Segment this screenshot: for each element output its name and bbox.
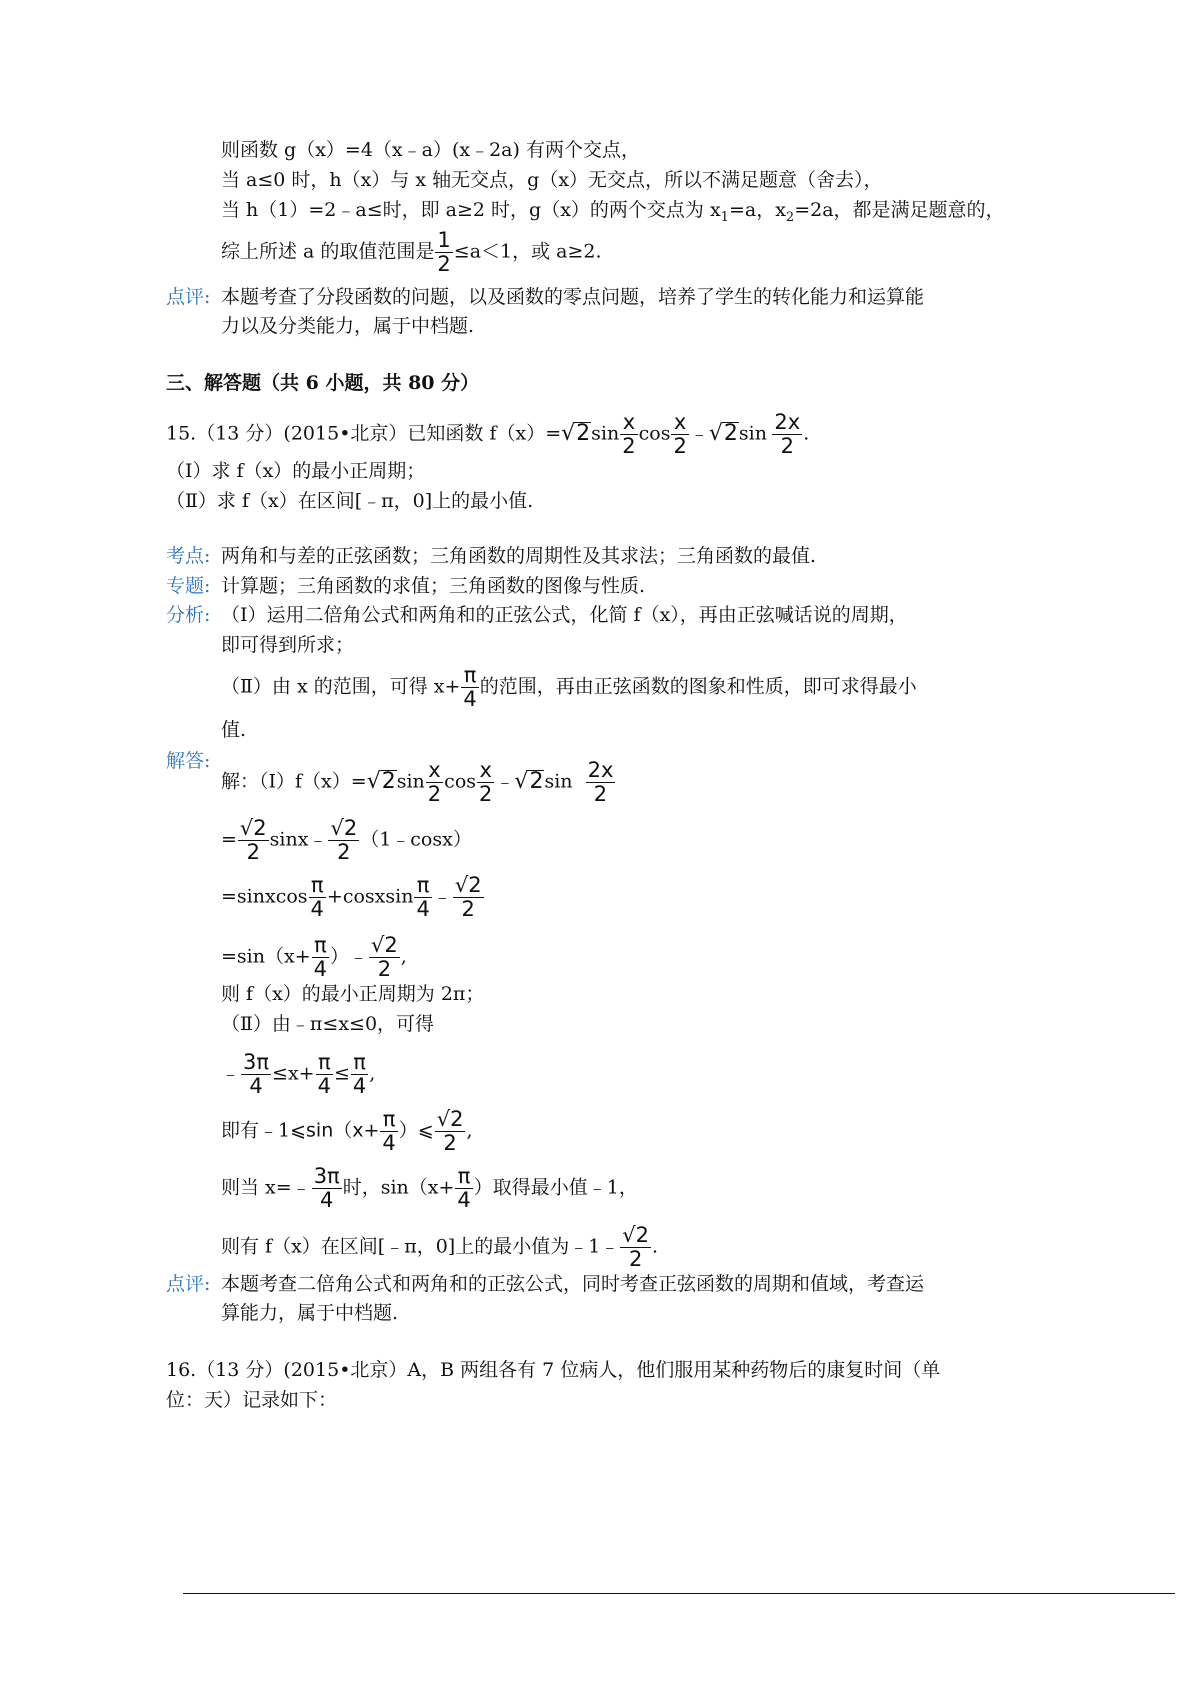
fenxi-text: 值. [221, 719, 247, 741]
question-16-line: 16.（13 分）(2015•北京）A，B 两组各有 7 位病人，他们服用某种药物后的康复时间（单 [166, 1359, 941, 1381]
solution-step: =sinxcos $\frac{\pi}{4}$ +cosxsin $\frac{\pi}{4}$ ﹣ $\frac{√2}{2}$ [221, 873, 482, 921]
question-15-head: 15.（13 分）(2015•北京）已知函数 f（x）=√2sin $\frac{x}{2}$ cos $\frac{x}{2}$ ﹣√2sin $\frac{2x}{2}$ . [166, 410, 810, 458]
solution-step: 则当 x=﹣ $\frac{3\pi}{4}$ 时，sin（x+ $\frac{\pi}{4}$ ）取得最小值﹣1， [221, 1164, 638, 1212]
question-part: （Ⅱ）求 f（x）在区间[﹣π，0]上的最小值. [166, 490, 534, 512]
footer-rule [183, 1593, 1175, 1594]
question-16-line: 位：天）记录如下： [166, 1389, 338, 1411]
comment-text: 力以及分类能力，属于中档题. [221, 315, 475, 337]
kaodian-label: 考点: [166, 545, 211, 567]
solution-step: = $\frac{√2}{2}$ sinx﹣ $\frac{√2}{2}$ （1﹣cosx） [221, 816, 472, 864]
question-part: （Ⅰ）求 f（x）的最小正周期； [166, 460, 426, 482]
solution-line: 当 h（1）=2﹣a≤时，即 a≥2 时，g（x）的两个交点为 $x_1=a$，$x_2=2a$，都是满足题意的， [221, 199, 1005, 225]
jieda-label: 解答: [166, 750, 211, 772]
comment-label: 点评: [166, 286, 211, 308]
solution-step: 则 f（x）的最小正周期为 2π； [221, 983, 485, 1005]
comment-text: 算能力，属于中档题. [221, 1302, 399, 1324]
comment-label: 点评: [166, 1273, 211, 1295]
solution-step: 则有 f（x）在区间[﹣π，0]上的最小值为﹣1﹣ $\frac{√2}{2}$ . [221, 1223, 659, 1271]
fenxi-text: （Ⅱ）由 x 的范围，可得 x+ $\frac{\pi}{4}$ 的范围，再由正弦函数的图象和性质，即可求得最小 [221, 663, 917, 711]
fraction: $\frac{1}{2}$ [437, 228, 451, 276]
zhuanti-text: 计算题；三角函数的求值；三角函数的图像与性质. [221, 575, 646, 597]
section-title: 三、解答题（共 6 小题，共 80 分） [166, 372, 480, 394]
solution-step: =sin（x+ $\frac{\pi}{4}$ ）﹣ $\frac{√2}{2}$ , [221, 933, 407, 981]
solution-line: 当 a≤0 时，h（x）与 x 轴无交点，g（x）无交点，所以不满足题意（舍去）， [221, 169, 883, 191]
solution-conclusion: 综上所述 a 的取值范围是 $\frac{1}{2}$ ≤a＜1，或 a≥2. [221, 228, 602, 276]
comment-text: 本题考查了分段函数的问题，以及函数的零点问题，培养了学生的转化能力和运算能 [221, 286, 925, 308]
solution-step: （Ⅱ）由﹣π≤x≤0，可得 [221, 1013, 435, 1035]
solution-step: 解：（Ⅰ）f（x）=√2sin $\frac{x}{2}$ cos $\frac{x}{2}$ ﹣√2sin $\frac{2x}{2}$ [221, 758, 614, 806]
zhuanti-label: 专题: [166, 575, 211, 597]
solution-line: 则函数 g（x）=4（x﹣a）(x﹣2a) 有两个交点， [221, 139, 640, 161]
comment-text: 本题考查二倍角公式和两角和的正弦公式，同时考查正弦函数的周期和值域，考查运 [221, 1273, 925, 1295]
fenxi-text: （Ⅰ）运用二倍角公式和两角和的正弦公式，化简 f（x），再由正弦喊话说的周期， [221, 604, 908, 626]
solution-step: ﹣ $\frac{3\pi}{4}$ ≤x+ $\frac{\pi}{4}$ ≤ $\frac{\pi}{4}$ , [221, 1050, 376, 1098]
fenxi-label: 分析: [166, 604, 211, 626]
solution-step: 即有﹣1⩽sin（x+ $\frac{\pi}{4}$ ）⩽ $\frac{√2}{2}$ , [221, 1107, 473, 1155]
kaodian-text: 两角和与差的正弦函数；三角函数的周期性及其求法；三角函数的最值. [221, 545, 817, 567]
fenxi-text: 即可得到所求； [221, 634, 355, 656]
